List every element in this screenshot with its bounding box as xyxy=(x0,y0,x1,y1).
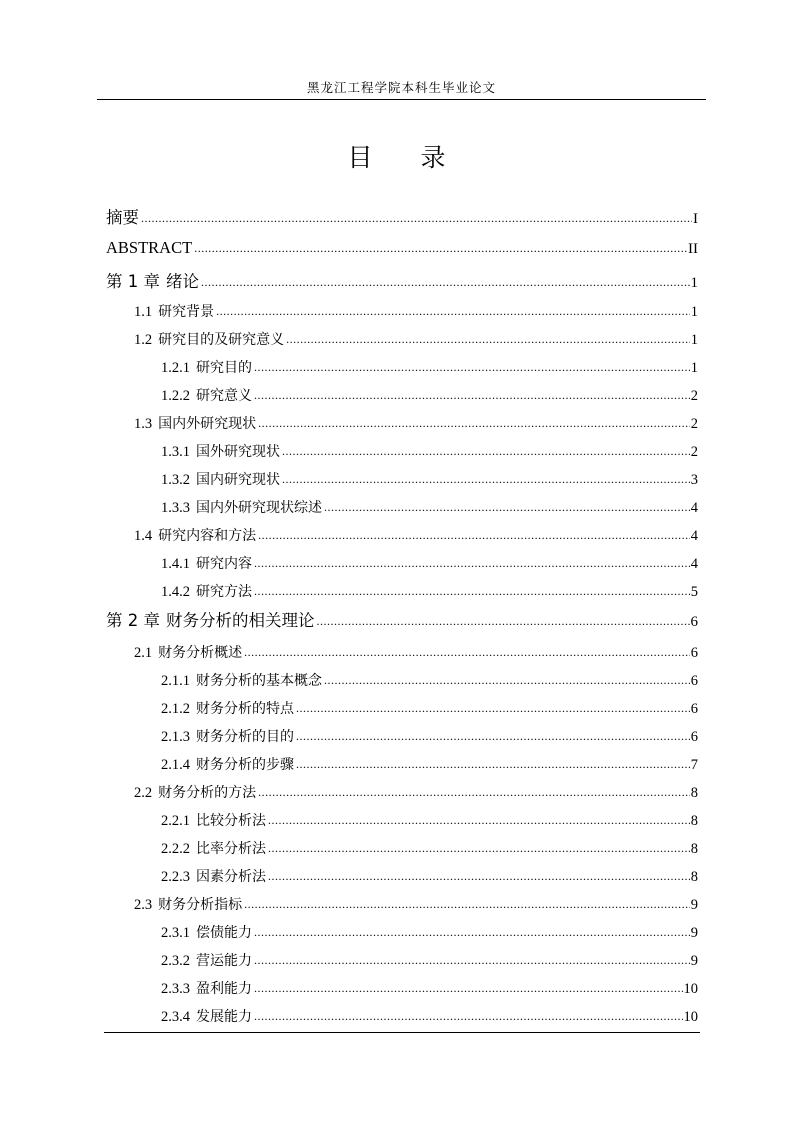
toc-dot-leader xyxy=(254,1007,683,1021)
toc-entry-number: 1.4 xyxy=(134,528,153,544)
toc-entry[interactable] xyxy=(106,204,698,228)
toc-dot-leader xyxy=(216,302,690,316)
toc-entry-text: 研究内容 xyxy=(196,556,252,572)
toc-entry-number: 1.3 xyxy=(134,416,153,432)
toc-entry-number: 2.3.3 xyxy=(161,981,190,997)
toc-page-number: 4 xyxy=(690,528,698,544)
toc-entry-label xyxy=(161,385,253,405)
toc-entry-label xyxy=(106,204,140,228)
toc-dot-leader xyxy=(324,498,690,512)
toc-page-number: 8 xyxy=(690,841,698,857)
toc-entry-number: 1.4.1 xyxy=(161,556,190,572)
toc-entry[interactable] xyxy=(161,357,698,377)
toc-page-number: 1 xyxy=(690,360,698,376)
toc-entry[interactable] xyxy=(134,782,698,802)
toc-dot-leader xyxy=(254,582,690,596)
toc-title-right: 录 xyxy=(420,143,446,172)
toc-entry-text: 发展能力 xyxy=(196,1009,252,1025)
toc-entry-text: 财务分析概述 xyxy=(158,645,243,661)
toc-entry[interactable] xyxy=(161,581,698,601)
toc-entry-text: 研究意义 xyxy=(196,388,252,404)
toc-entry-number: 1.4.2 xyxy=(161,584,190,600)
toc-entry-number: 2.3 xyxy=(134,897,153,913)
toc-entry-text: 国内外研究现状 xyxy=(158,416,257,432)
toc-entry[interactable] xyxy=(134,525,698,545)
toc-entry-label xyxy=(161,1006,253,1026)
toc-page-number: 9 xyxy=(690,953,698,969)
toc-dot-leader xyxy=(317,610,690,627)
toc-entry-label xyxy=(161,357,253,377)
toc-dot-leader xyxy=(268,867,690,881)
toc-entry[interactable] xyxy=(134,894,698,914)
toc-entry-label xyxy=(134,525,257,545)
toc-page-number: 5 xyxy=(690,584,698,600)
toc-entry-label xyxy=(161,726,295,746)
toc-entry-number: 1.2.1 xyxy=(161,360,190,376)
toc-entry-number: 2.1.3 xyxy=(161,729,190,745)
toc-dot-leader xyxy=(244,895,690,909)
toc-entry-label xyxy=(161,581,253,601)
toc-dot-leader xyxy=(254,951,690,965)
toc-entry-text: 财务分析的方法 xyxy=(158,785,257,801)
toc-page-number: 4 xyxy=(690,500,698,516)
toc-dot-leader xyxy=(254,358,690,372)
toc-entry[interactable] xyxy=(161,469,698,489)
toc-page-number: 6 xyxy=(690,701,698,717)
toc-entry[interactable] xyxy=(161,497,698,517)
toc-dot-leader xyxy=(254,386,690,400)
toc-entry-text: 研究背景 xyxy=(158,304,215,320)
toc-page-number: 6 xyxy=(690,729,698,745)
toc-entry-text: 因素分析法 xyxy=(196,869,266,885)
toc-entry-text: 财务分析的目的 xyxy=(196,729,294,745)
toc-page-number: 7 xyxy=(690,757,698,773)
toc-entry-label xyxy=(161,810,267,830)
toc-dot-leader xyxy=(296,699,690,713)
toc-dot-leader xyxy=(201,271,690,288)
toc-page-number: 2 xyxy=(690,416,698,432)
toc-entry-text: 财务分析的特点 xyxy=(196,701,294,717)
toc-entry-label xyxy=(161,469,281,489)
toc-title xyxy=(0,138,793,174)
toc-entry-number: 1.2.2 xyxy=(161,388,190,404)
toc-entry-label xyxy=(134,782,257,802)
toc-page-number: 6 xyxy=(690,673,698,689)
toc-entry-text: 绪论 xyxy=(166,272,199,291)
toc-entry-text: 财务分析指标 xyxy=(158,897,243,913)
toc-page-number: 4 xyxy=(690,556,698,572)
toc-entry-text: 比较分析法 xyxy=(196,813,266,829)
toc-entry[interactable] xyxy=(161,670,698,690)
toc-entry[interactable] xyxy=(161,866,698,886)
toc-page-number: I xyxy=(693,211,698,227)
toc-entry[interactable] xyxy=(161,553,698,573)
toc-entry-label xyxy=(161,922,253,942)
toc-entry-label xyxy=(161,441,281,461)
toc-dot-leader xyxy=(254,554,690,568)
toc-page-number: 10 xyxy=(683,1009,698,1025)
toc-page-number: 8 xyxy=(690,813,698,829)
toc-page-number: 6 xyxy=(690,645,698,661)
toc-dot-leader xyxy=(194,236,687,253)
toc-entry[interactable] xyxy=(134,642,698,662)
toc-entry-text: 偿债能力 xyxy=(196,925,252,941)
toc-dot-leader xyxy=(268,839,690,853)
toc-entry-label xyxy=(134,894,243,914)
toc-dot-leader xyxy=(324,671,690,685)
toc-entry-number: 1.2 xyxy=(134,332,153,348)
toc-entry-text: 研究目的 xyxy=(196,360,252,376)
toc-dot-leader xyxy=(282,470,690,484)
toc-entry-number: 第 2 章 xyxy=(106,611,160,630)
toc-entry-text: 国内研究现状 xyxy=(196,472,280,488)
toc-entry-number: 2.2.2 xyxy=(161,841,190,857)
toc-dot-leader xyxy=(286,330,690,344)
toc-entry-number: 第 1 章 xyxy=(106,272,160,291)
toc-page-number: 8 xyxy=(690,785,698,801)
toc-entry-text: 财务分析的基本概念 xyxy=(196,673,322,689)
toc-entry-label xyxy=(161,866,267,886)
toc-entry-label xyxy=(106,268,200,292)
toc-page-number: 8 xyxy=(690,869,698,885)
toc-entry-label xyxy=(134,329,285,349)
toc-entry[interactable] xyxy=(161,754,698,774)
toc-entry[interactable] xyxy=(161,726,698,746)
toc-page-number: II xyxy=(688,240,698,257)
toc-entry-number: 1.3.2 xyxy=(161,472,190,488)
toc-entry-number: 1.1 xyxy=(134,304,153,320)
toc-entry[interactable] xyxy=(134,329,698,349)
toc-dot-leader xyxy=(258,783,690,797)
toc-entry-label xyxy=(134,413,257,433)
toc-page-number: 9 xyxy=(690,897,698,913)
toc-entry[interactable] xyxy=(134,301,698,321)
toc-entry[interactable] xyxy=(161,698,698,718)
toc-entry[interactable] xyxy=(161,441,698,461)
footer-rule xyxy=(104,1032,700,1033)
toc-entry-number: 2.3.2 xyxy=(161,953,190,969)
toc-dot-leader xyxy=(268,811,690,825)
toc-entry-label xyxy=(161,670,323,690)
toc-entry-text: 比率分析法 xyxy=(196,841,266,857)
toc-dot-leader xyxy=(244,643,690,657)
toc-entry-number: 2.3.1 xyxy=(161,925,190,941)
toc-entry-number: 2.3.4 xyxy=(161,1009,190,1025)
toc-page-number: 1 xyxy=(690,332,698,348)
toc-entry-number: 1.3.3 xyxy=(161,500,190,516)
toc-dot-leader xyxy=(254,923,690,937)
toc-title-left: 目 xyxy=(347,143,373,172)
toc-entry[interactable] xyxy=(161,978,698,998)
toc-dot-leader xyxy=(258,414,690,428)
toc-entry-number: 2.2 xyxy=(134,785,153,801)
toc-page-number: 2 xyxy=(690,388,698,404)
toc-entry-label xyxy=(134,642,243,662)
toc-page-number: 9 xyxy=(690,925,698,941)
toc-entry-number: 2.1.1 xyxy=(161,673,190,689)
toc-entry[interactable] xyxy=(161,385,698,405)
toc-entry-number: 2.1.2 xyxy=(161,701,190,717)
toc-entry-text: 财务分析的步骤 xyxy=(196,757,294,773)
toc-entry[interactable] xyxy=(106,236,698,258)
toc-entry-label xyxy=(161,698,295,718)
toc-entry-text: 营运能力 xyxy=(196,953,252,969)
toc-entry-text: 国外研究现状 xyxy=(196,444,280,460)
toc-entry-label xyxy=(161,950,253,970)
toc-dot-leader xyxy=(282,442,690,456)
toc-entry-text: 财务分析的相关理论 xyxy=(166,611,315,630)
toc-entry-number: 1.3.1 xyxy=(161,444,190,460)
toc-entry-number: 2.1 xyxy=(134,645,153,661)
toc-page-number: 2 xyxy=(690,444,698,460)
toc-entry[interactable] xyxy=(161,810,698,830)
toc-entry-text: 研究内容和方法 xyxy=(158,528,257,544)
toc-entry-number: 2.1.4 xyxy=(161,757,190,773)
toc-entry-label xyxy=(161,754,295,774)
page-header: 黑龙江工程学院本科生毕业论文 xyxy=(97,78,706,100)
toc-entry-text: 研究目的及研究意义 xyxy=(158,332,285,348)
toc-page-number: 1 xyxy=(690,304,698,320)
toc-dot-leader xyxy=(296,755,690,769)
toc-entry-label xyxy=(106,607,316,631)
toc-entry-label xyxy=(161,497,323,517)
toc-entry[interactable] xyxy=(161,838,698,858)
toc-page-number: 6 xyxy=(690,614,698,630)
toc-entry[interactable] xyxy=(106,268,698,292)
toc-entry-label xyxy=(161,553,253,573)
toc-dot-leader xyxy=(296,727,690,741)
toc-entry[interactable] xyxy=(161,922,698,942)
toc-entry-number: 2.2.3 xyxy=(161,869,190,885)
toc-entry[interactable] xyxy=(134,413,698,433)
toc-entry-number: 2.2.1 xyxy=(161,813,190,829)
toc-entry-label xyxy=(161,978,253,998)
toc-entry-text: 国内外研究现状综述 xyxy=(196,500,322,516)
toc-entry[interactable] xyxy=(161,1006,698,1026)
toc-entry-label xyxy=(106,238,193,258)
toc-dot-leader xyxy=(141,207,692,224)
toc-dot-leader xyxy=(258,526,690,540)
toc-entry-label xyxy=(161,838,267,858)
toc-page-number: 3 xyxy=(690,472,698,488)
toc-page-number: 1 xyxy=(690,275,698,291)
toc-entry-text: 摘要 xyxy=(106,208,139,227)
toc-entry-label xyxy=(134,301,215,321)
toc-page-number: 10 xyxy=(683,981,698,997)
toc-entry[interactable] xyxy=(161,950,698,970)
toc-entry-text: 研究方法 xyxy=(196,584,252,600)
toc-entry-text: ABSTRACT xyxy=(106,237,193,257)
toc-entry[interactable] xyxy=(106,607,698,631)
toc-entry-text: 盈利能力 xyxy=(196,981,252,997)
toc-dot-leader xyxy=(254,979,683,993)
